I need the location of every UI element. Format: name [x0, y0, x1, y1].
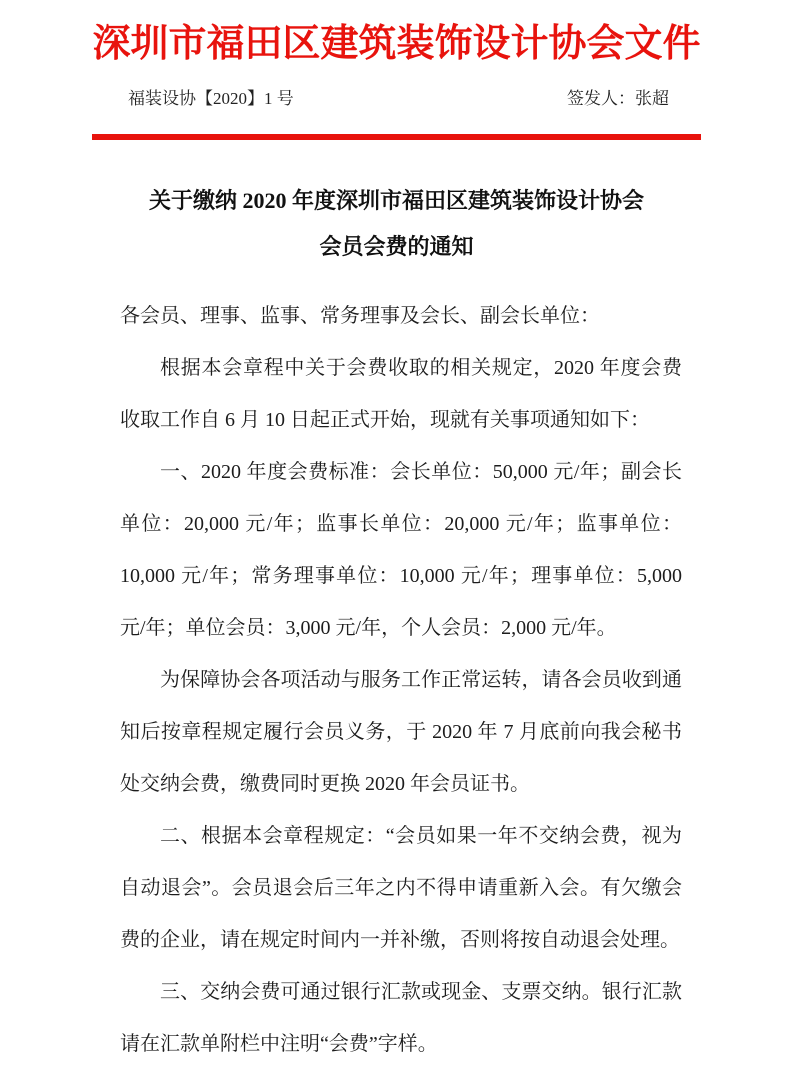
notice-title-line2: 会员会费的通知	[319, 234, 474, 259]
signer-label: 签发人：张超	[567, 89, 669, 108]
notice-title	[60, 178, 733, 270]
notice-body	[120, 290, 682, 1070]
body-paragraph: 根据本会章程中关于会费收取的相关规定，2020 年度会费收取工作自 6 月 10 日起正式开始，现就有关事项通知如下：	[120, 357, 682, 431]
letterhead-title: 深圳市福田区建筑装饰设计协会文件	[92, 23, 701, 65]
doc-number: 福装设协【2020】1 号	[128, 89, 294, 108]
body-paragraph: 为保障协会各项活动与服务工作正常运转，请各会员收到通知后按章程规定履行会员义务，于 2020 年 7 月底前向我会秘书处交纳会费，缴费同时更换 2020 年会员证书。	[120, 669, 682, 795]
salutation: 各会员、理事、监事、常务理事及会长、副会长单位：	[120, 305, 600, 327]
body-paragraph: 一、2020 年度会费标准：会长单位：50,000 元/年；副会长单位：20,000 元/年；监事长单位：20,000 元/年；监事单位：10,000 元/年；常务理事单位：10,000 元/年；理事单位：5,000 元/年；单位会员：3,000 元/年，个人会员：2,000 元/年。	[120, 461, 682, 639]
document-page	[0, 22, 793, 1055]
document-meta-row	[128, 88, 669, 110]
body-paragraph: 二、根据本会章程规定：“会员如果一年不交纳会费，视为自动退会”。会员退会后三年之内不得申请重新入会。有欠缴会费的企业，请在规定时间内一并补缴，否则将按自动退会处理。	[120, 825, 682, 951]
body-paragraph: 三、交纳会费可通过银行汇款或现金、支票交纳。银行汇款请在汇款单附栏中注明“会费”字样。	[120, 981, 682, 1055]
notice-title-line1: 关于缴纳 2020 年度深圳市福田区建筑装饰设计协会	[148, 188, 644, 213]
red-divider	[92, 134, 701, 140]
